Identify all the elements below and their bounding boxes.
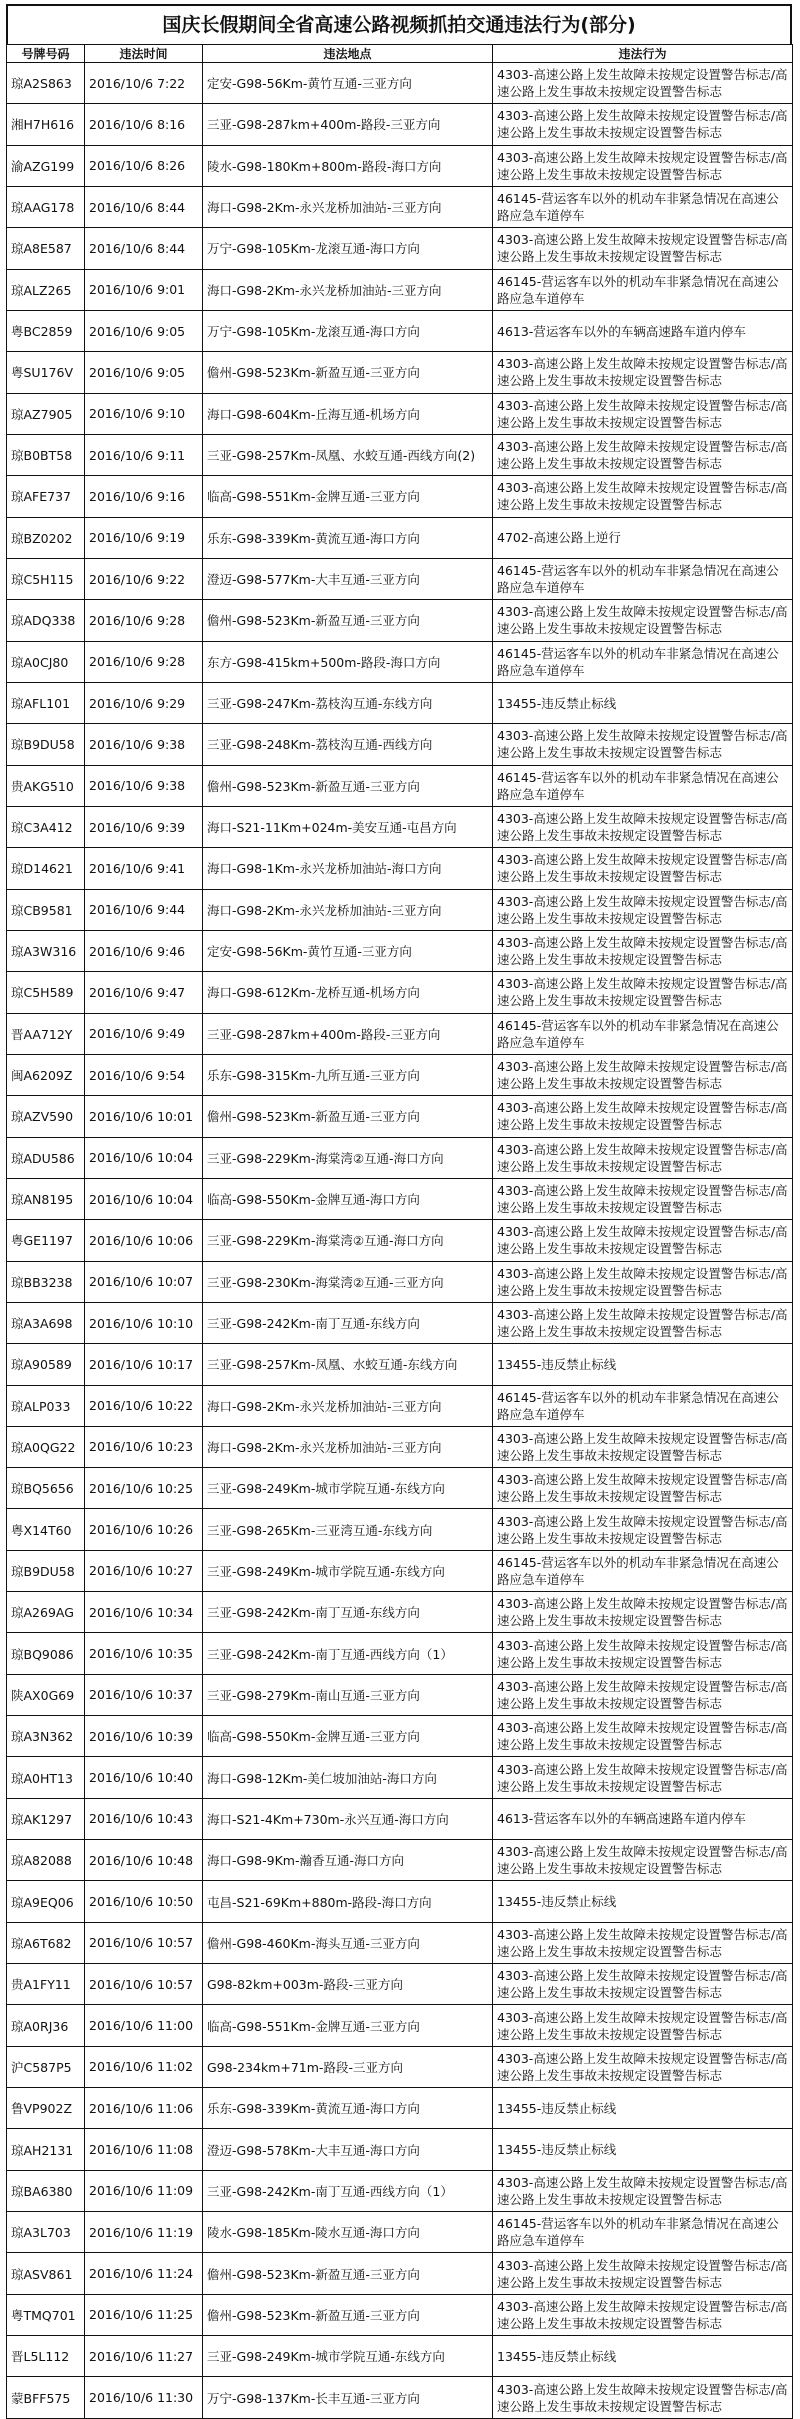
table-row: [7, 2336, 793, 2377]
location-cell: G98-234km+71m-路段-三亚方向: [203, 2046, 493, 2087]
location-cell: 三亚-G98-249Km-城市学院互通-东线方向: [203, 2336, 493, 2377]
violation-cell: 4303-高速公路上发生故障未按规定设置警告标志/高速公路上发生事故未按规定设置警告标志: [493, 930, 793, 971]
table-row: [7, 848, 793, 889]
plate-cell: 粤BC2859: [7, 310, 85, 351]
time-cell: 2016/10/6 8:16: [85, 104, 203, 145]
plate-cell: 陕AX0G69: [7, 1674, 85, 1715]
violation-cell: 4303-高速公路上发生故障未按规定设置警告标志/高速公路上发生事故未按规定设置警告标志: [493, 972, 793, 1013]
time-cell: 2016/10/6 9:38: [85, 765, 203, 806]
table-row: [7, 186, 793, 227]
table-row: [7, 2294, 793, 2335]
violation-cell: 13455-违反禁止标线: [493, 1881, 793, 1922]
time-cell: 2016/10/6 10:10: [85, 1302, 203, 1343]
location-cell: 儋州-G98-523Km-新盈互通-三亚方向: [203, 2294, 493, 2335]
time-cell: 2016/10/6 9:19: [85, 517, 203, 558]
table-row: [7, 1674, 793, 1715]
violation-cell: 4303-高速公路上发生故障未按规定设置警告标志/高速公路上发生事故未按规定设置警告标志: [493, 2253, 793, 2294]
plate-cell: 琼A0CJ80: [7, 641, 85, 682]
time-cell: 2016/10/6 10:50: [85, 1881, 203, 1922]
time-cell: 2016/10/6 10:07: [85, 1261, 203, 1302]
violation-cell: 4303-高速公路上发生故障未按规定设置警告标志/高速公路上发生事故未按规定设置警告标志: [493, 104, 793, 145]
plate-cell: 粤X14T60: [7, 1509, 85, 1550]
plate-cell: 琼AAG178: [7, 186, 85, 227]
location-cell: 海口-G98-2Km-永兴龙桥加油站-三亚方向: [203, 1385, 493, 1426]
violation-cell: 4303-高速公路上发生故障未按规定设置警告标志/高速公路上发生事故未按规定设置警告标志: [493, 63, 793, 104]
time-cell: 2016/10/6 11:06: [85, 2088, 203, 2129]
plate-cell: 晋AA712Y: [7, 1013, 85, 1054]
location-cell: 海口-G98-2Km-永兴龙桥加油站-三亚方向: [203, 889, 493, 930]
table-row: [7, 310, 793, 351]
time-cell: 2016/10/6 10:48: [85, 1840, 203, 1881]
plate-cell: 琼A3A698: [7, 1302, 85, 1343]
violation-cell: 4303-高速公路上发生故障未按规定设置警告标志/高速公路上发生事故未按规定设置警告标志: [493, 1220, 793, 1261]
plate-cell: 湘H7H616: [7, 104, 85, 145]
plate-cell: 琼C5H589: [7, 972, 85, 1013]
location-cell: 屯昌-S21-69Km+880m-路段-海口方向: [203, 1881, 493, 1922]
table-row: [7, 1633, 793, 1674]
table-row: [7, 2170, 793, 2211]
time-cell: 2016/10/6 9:29: [85, 682, 203, 723]
location-cell: 儋州-G98-523Km-新盈互通-三亚方向: [203, 2253, 493, 2294]
plate-cell: 晋L5L112: [7, 2336, 85, 2377]
plate-cell: 琼C5H115: [7, 558, 85, 599]
location-cell: 三亚-G98-287km+400m-路段-三亚方向: [203, 104, 493, 145]
time-cell: 2016/10/6 9:41: [85, 848, 203, 889]
location-cell: 三亚-G98-242Km-南丁互通-西线方向（1）: [203, 1633, 493, 1674]
plate-cell: 琼A269AG: [7, 1592, 85, 1633]
table-row: [7, 1964, 793, 2005]
violation-cell: 4613-营运客车以外的车辆高速路车道内停车: [493, 310, 793, 351]
location-cell: 乐东-G98-315Km-九所互通-三亚方向: [203, 1054, 493, 1095]
location-cell: 三亚-G98-242Km-南丁互通-东线方向: [203, 1302, 493, 1343]
location-cell: 三亚-G98-265Km-三亚湾互通-东线方向: [203, 1509, 493, 1550]
violation-cell: 46145-营运客车以外的机动车非紧急情况在高速公路应急车道停车: [493, 1550, 793, 1591]
location-cell: 海口-S21-11Km+024m-美安互通-屯昌方向: [203, 806, 493, 847]
violation-cell: 4303-高速公路上发生故障未按规定设置警告标志/高速公路上发生事故未按规定设置警告标志: [493, 1674, 793, 1715]
table-row: [7, 724, 793, 765]
plate-cell: 鲁VP902Z: [7, 2088, 85, 2129]
plate-cell: 贵AKG510: [7, 765, 85, 806]
violation-cell: 4303-高速公路上发生故障未按规定设置警告标志/高速公路上发生事故未按规定设置警告标志: [493, 145, 793, 186]
time-cell: 2016/10/6 9:49: [85, 1013, 203, 1054]
violation-cell: 4303-高速公路上发生故障未按规定设置警告标志/高速公路上发生事故未按规定设置警告标志: [493, 1054, 793, 1095]
location-cell: 三亚-G98-279Km-南山互通-三亚方向: [203, 1674, 493, 1715]
time-cell: 2016/10/6 10:57: [85, 1922, 203, 1963]
table-row: [7, 1798, 793, 1839]
table-row: [7, 765, 793, 806]
plate-cell: 琼AK1297: [7, 1798, 85, 1839]
violation-cell: 13455-违反禁止标线: [493, 2336, 793, 2377]
plate-cell: 琼A0RJ36: [7, 2005, 85, 2046]
violation-cell: 46145-营运客车以外的机动车非紧急情况在高速公路应急车道停车: [493, 1385, 793, 1426]
location-cell: 三亚-G98-248Km-荔枝沟互通-西线方向: [203, 724, 493, 765]
table-row: [7, 1840, 793, 1881]
table-row: [7, 1426, 793, 1467]
violation-cell: 4303-高速公路上发生故障未按规定设置警告标志/高速公路上发生事故未按规定设置警告标志: [493, 2046, 793, 2087]
table-row: [7, 558, 793, 599]
time-cell: 2016/10/6 9:47: [85, 972, 203, 1013]
plate-cell: 粤TMQ701: [7, 2294, 85, 2335]
time-cell: 2016/10/6 11:00: [85, 2005, 203, 2046]
plate-cell: 琼C3A412: [7, 806, 85, 847]
location-cell: 三亚-G98-249Km-城市学院互通-东线方向: [203, 1550, 493, 1591]
time-cell: 2016/10/6 9:16: [85, 476, 203, 517]
violation-cell: 4303-高速公路上发生故障未按规定设置警告标志/高速公路上发生事故未按规定设置警告标志: [493, 1757, 793, 1798]
time-cell: 2016/10/6 10:26: [85, 1509, 203, 1550]
table-row: [7, 600, 793, 641]
violation-cell: 13455-违反禁止标线: [493, 2129, 793, 2170]
location-cell: 万宁-G98-137Km-长丰互通-三亚方向: [203, 2377, 493, 2418]
time-cell: 2016/10/6 10:01: [85, 1096, 203, 1137]
table-row: [7, 2088, 793, 2129]
location-cell: 海口-G98-9Km-瀚香互通-海口方向: [203, 1840, 493, 1881]
violation-cell: 4303-高速公路上发生故障未按规定设置警告标志/高速公路上发生事故未按规定设置警告标志: [493, 476, 793, 517]
location-cell: 三亚-G98-229Km-海棠湾②互通-海口方向: [203, 1220, 493, 1261]
violation-cell: 4303-高速公路上发生故障未按规定设置警告标志/高速公路上发生事故未按规定设置警告标志: [493, 2005, 793, 2046]
plate-cell: 琼ASV861: [7, 2253, 85, 2294]
time-cell: 2016/10/6 10:39: [85, 1716, 203, 1757]
plate-cell: 琼A3L703: [7, 2212, 85, 2253]
plate-cell: 渝AZG199: [7, 145, 85, 186]
location-cell: 儋州-G98-460Km-海头互通-三亚方向: [203, 1922, 493, 1963]
time-cell: 2016/10/6 11:08: [85, 2129, 203, 2170]
time-cell: 2016/10/6 10:06: [85, 1220, 203, 1261]
location-cell: G98-82km+003m-路段-三亚方向: [203, 1964, 493, 2005]
time-cell: 2016/10/6 9:10: [85, 393, 203, 434]
time-cell: 2016/10/6 10:04: [85, 1137, 203, 1178]
location-cell: 乐东-G98-339Km-黄流互通-海口方向: [203, 2088, 493, 2129]
table-row: [7, 1509, 793, 1550]
table-row: [7, 806, 793, 847]
violation-cell: 46145-营运客车以外的机动车非紧急情况在高速公路应急车道停车: [493, 186, 793, 227]
location-cell: 东方-G98-415km+500m-路段-海口方向: [203, 641, 493, 682]
page-title: 国庆长假期间全省高速公路视频抓拍交通违法行为(部分): [6, 4, 792, 44]
table-row: [7, 1220, 793, 1261]
location-cell: 三亚-G98-249Km-城市学院互通-东线方向: [203, 1468, 493, 1509]
table-body: [7, 63, 793, 2419]
location-cell: 海口-G98-2Km-永兴龙桥加油站-三亚方向: [203, 186, 493, 227]
table-row: [7, 228, 793, 269]
table-row: [7, 517, 793, 558]
violation-cell: 4303-高速公路上发生故障未按规定设置警告标志/高速公路上发生事故未按规定设置警告标志: [493, 1426, 793, 1467]
violation-cell: 4303-高速公路上发生故障未按规定设置警告标志/高速公路上发生事故未按规定设置警告标志: [493, 1922, 793, 1963]
header-location: 违法地点: [203, 45, 493, 63]
table-row: [7, 393, 793, 434]
time-cell: 2016/10/6 11:30: [85, 2377, 203, 2418]
plate-cell: 沪C587P5: [7, 2046, 85, 2087]
header-violation: 违法行为: [493, 45, 793, 63]
header-row: [7, 45, 793, 63]
location-cell: 定安-G98-56Km-黄竹互通-三亚方向: [203, 930, 493, 971]
violation-cell: 4303-高速公路上发生故障未按规定设置警告标志/高速公路上发生事故未按规定设置警告标志: [493, 1302, 793, 1343]
table-row: [7, 63, 793, 104]
violation-cell: 46145-营运客车以外的机动车非紧急情况在高速公路应急车道停车: [493, 1013, 793, 1054]
table-row: [7, 930, 793, 971]
location-cell: 临高-G98-551Km-金牌互通-三亚方向: [203, 2005, 493, 2046]
time-cell: 2016/10/6 11:24: [85, 2253, 203, 2294]
plate-cell: 琼D14621: [7, 848, 85, 889]
time-cell: 2016/10/6 9:28: [85, 600, 203, 641]
table-row: [7, 2129, 793, 2170]
time-cell: 2016/10/6 8:26: [85, 145, 203, 186]
location-cell: 三亚-G98-287km+400m-路段-三亚方向: [203, 1013, 493, 1054]
table-row: [7, 972, 793, 1013]
location-cell: 海口-G98-2Km-永兴龙桥加油站-三亚方向: [203, 1426, 493, 1467]
time-cell: 2016/10/6 11:09: [85, 2170, 203, 2211]
table-row: [7, 2253, 793, 2294]
plate-cell: 粤SU176V: [7, 352, 85, 393]
location-cell: 乐东-G98-339Km-黄流互通-海口方向: [203, 517, 493, 558]
table-row: [7, 1550, 793, 1591]
time-cell: 2016/10/6 9:28: [85, 641, 203, 682]
table-row: [7, 352, 793, 393]
plate-cell: 琼AZV590: [7, 1096, 85, 1137]
location-cell: 临高-G98-550Km-金牌互通-海口方向: [203, 1178, 493, 1219]
time-cell: 2016/10/6 10:40: [85, 1757, 203, 1798]
location-cell: 澄迈-G98-578Km-大丰互通-海口方向: [203, 2129, 493, 2170]
table-row: [7, 476, 793, 517]
header-plate: 号牌号码: [7, 45, 85, 63]
table-row: [7, 1344, 793, 1385]
violation-cell: 4303-高速公路上发生故障未按规定设置警告标志/高速公路上发生事故未按规定设置警告标志: [493, 848, 793, 889]
violation-cell: 4303-高速公路上发生故障未按规定设置警告标志/高速公路上发生事故未按规定设置警告标志: [493, 889, 793, 930]
violation-cell: 4303-高速公路上发生故障未按规定设置警告标志/高速公路上发生事故未按规定设置警告标志: [493, 1964, 793, 2005]
plate-cell: 琼B9DU58: [7, 1550, 85, 1591]
location-cell: 海口-S21-4Km+730m-永兴互通-海口方向: [203, 1798, 493, 1839]
location-cell: 海口-G98-1Km-永兴龙桥加油站-海口方向: [203, 848, 493, 889]
plate-cell: 琼AZ7905: [7, 393, 85, 434]
time-cell: 2016/10/6 8:44: [85, 186, 203, 227]
violation-cell: 46145-营运客车以外的机动车非紧急情况在高速公路应急车道停车: [493, 269, 793, 310]
violation-cell: 4303-高速公路上发生故障未按规定设置警告标志/高速公路上发生事故未按规定设置警告标志: [493, 600, 793, 641]
time-cell: 2016/10/6 9:38: [85, 724, 203, 765]
violation-cell: 4303-高速公路上发生故障未按规定设置警告标志/高速公路上发生事故未按规定设置警告标志: [493, 1178, 793, 1219]
time-cell: 2016/10/6 10:37: [85, 1674, 203, 1715]
location-cell: 三亚-G98-229Km-海棠湾②互通-海口方向: [203, 1137, 493, 1178]
table-row: [7, 2005, 793, 2046]
violation-cell: 4303-高速公路上发生故障未按规定设置警告标志/高速公路上发生事故未按规定设置警告标志: [493, 1592, 793, 1633]
time-cell: 2016/10/6 11:02: [85, 2046, 203, 2087]
plate-cell: 琼CB9581: [7, 889, 85, 930]
table-row: [7, 104, 793, 145]
plate-cell: 贵A1FY11: [7, 1964, 85, 2005]
violation-cell: 4303-高速公路上发生故障未按规定设置警告标志/高速公路上发生事故未按规定设置警告标志: [493, 1509, 793, 1550]
table-row: [7, 1757, 793, 1798]
time-cell: 2016/10/6 10:25: [85, 1468, 203, 1509]
plate-cell: 琼BZ0202: [7, 517, 85, 558]
violation-cell: 4303-高速公路上发生故障未按规定设置警告标志/高速公路上发生事故未按规定设置警告标志: [493, 2294, 793, 2335]
table-row: [7, 2212, 793, 2253]
table-row: [7, 1385, 793, 1426]
location-cell: 海口-G98-2Km-永兴龙桥加油站-三亚方向: [203, 269, 493, 310]
violation-cell: 13455-违反禁止标线: [493, 682, 793, 723]
plate-cell: 琼BQ5656: [7, 1468, 85, 1509]
table-row: [7, 1096, 793, 1137]
violation-cell: 4303-高速公路上发生故障未按规定设置警告标志/高速公路上发生事故未按规定设置警告标志: [493, 1716, 793, 1757]
time-cell: 2016/10/6 9:11: [85, 434, 203, 475]
plate-cell: 琼ALP033: [7, 1385, 85, 1426]
table-row: [7, 1716, 793, 1757]
location-cell: 临高-G98-551Km-金牌互通-三亚方向: [203, 476, 493, 517]
time-cell: 2016/10/6 9:44: [85, 889, 203, 930]
violation-cell: 4303-高速公路上发生故障未按规定设置警告标志/高速公路上发生事故未按规定设置警告标志: [493, 1840, 793, 1881]
time-cell: 2016/10/6 10:23: [85, 1426, 203, 1467]
violation-cell: 4613-营运客车以外的车辆高速路车道内停车: [493, 1798, 793, 1839]
location-cell: 临高-G98-550Km-金牌互通-三亚方向: [203, 1716, 493, 1757]
time-cell: 2016/10/6 8:44: [85, 228, 203, 269]
plate-cell: 琼A3W316: [7, 930, 85, 971]
time-cell: 2016/10/6 10:35: [85, 1633, 203, 1674]
location-cell: 定安-G98-56Km-黄竹互通-三亚方向: [203, 63, 493, 104]
table-row: [7, 1302, 793, 1343]
time-cell: 2016/10/6 11:25: [85, 2294, 203, 2335]
location-cell: 海口-G98-12Km-美仁坡加油站-海口方向: [203, 1757, 493, 1798]
time-cell: 2016/10/6 9:54: [85, 1054, 203, 1095]
location-cell: 儋州-G98-523Km-新盈互通-三亚方向: [203, 765, 493, 806]
time-cell: 2016/10/6 10:57: [85, 1964, 203, 2005]
plate-cell: 琼A6T682: [7, 1922, 85, 1963]
violation-cell: 4303-高速公路上发生故障未按规定设置警告标志/高速公路上发生事故未按规定设置警告标志: [493, 1261, 793, 1302]
violation-cell: 46145-营运客车以外的机动车非紧急情况在高速公路应急车道停车: [493, 558, 793, 599]
table-row: [7, 1261, 793, 1302]
location-cell: 三亚-G98-257Km-凤凰、水蛟互通-西线方向(2): [203, 434, 493, 475]
location-cell: 三亚-G98-247Km-荔枝沟互通-东线方向: [203, 682, 493, 723]
location-cell: 万宁-G98-105Km-龙滚互通-海口方向: [203, 228, 493, 269]
table-row: [7, 1592, 793, 1633]
violation-cell: 4303-高速公路上发生故障未按规定设置警告标志/高速公路上发生事故未按规定设置警告标志: [493, 352, 793, 393]
plate-cell: 琼BQ9086: [7, 1633, 85, 1674]
location-cell: 三亚-G98-242Km-南丁互通-西线方向（1）: [203, 2170, 493, 2211]
table-row: [7, 1013, 793, 1054]
table-row: [7, 434, 793, 475]
table-row: [7, 269, 793, 310]
violation-cell: 13455-违反禁止标线: [493, 2088, 793, 2129]
location-cell: 儋州-G98-523Km-新盈互通-三亚方向: [203, 600, 493, 641]
violation-cell: 46145-营运客车以外的机动车非紧急情况在高速公路应急车道停车: [493, 641, 793, 682]
table-row: [7, 1137, 793, 1178]
violations-sheet: [6, 4, 792, 2419]
table-row: [7, 1468, 793, 1509]
table-row: [7, 2377, 793, 2418]
time-cell: 2016/10/6 10:17: [85, 1344, 203, 1385]
table-row: [7, 145, 793, 186]
time-cell: 2016/10/6 10:22: [85, 1385, 203, 1426]
location-cell: 陵水-G98-180Km+800m-路段-海口方向: [203, 145, 493, 186]
time-cell: 2016/10/6 9:01: [85, 269, 203, 310]
plate-cell: 粤GE1197: [7, 1220, 85, 1261]
location-cell: 海口-G98-604Km-丘海互通-机场方向: [203, 393, 493, 434]
time-cell: 2016/10/6 10:34: [85, 1592, 203, 1633]
time-cell: 2016/10/6 10:43: [85, 1798, 203, 1839]
plate-cell: 琼BA6380: [7, 2170, 85, 2211]
plate-cell: 琼A0QG22: [7, 1426, 85, 1467]
violation-cell: 46145-营运客车以外的机动车非紧急情况在高速公路应急车道停车: [493, 2212, 793, 2253]
violation-cell: 4303-高速公路上发生故障未按规定设置警告标志/高速公路上发生事故未按规定设置警告标志: [493, 1468, 793, 1509]
plate-cell: 琼AH2131: [7, 2129, 85, 2170]
plate-cell: 琼A90589: [7, 1344, 85, 1385]
time-cell: 2016/10/6 9:05: [85, 352, 203, 393]
plate-cell: 琼A9EQ06: [7, 1881, 85, 1922]
plate-cell: 琼A8E587: [7, 228, 85, 269]
time-cell: 2016/10/6 9:22: [85, 558, 203, 599]
plate-cell: 琼A2S863: [7, 63, 85, 104]
plate-cell: 琼ALZ265: [7, 269, 85, 310]
time-cell: 2016/10/6 11:27: [85, 2336, 203, 2377]
violation-cell: 4303-高速公路上发生故障未按规定设置警告标志/高速公路上发生事故未按规定设置警告标志: [493, 806, 793, 847]
time-cell: 2016/10/6 10:27: [85, 1550, 203, 1591]
violation-cell: 4303-高速公路上发生故障未按规定设置警告标志/高速公路上发生事故未按规定设置警告标志: [493, 434, 793, 475]
time-cell: 2016/10/6 9:39: [85, 806, 203, 847]
time-cell: 2016/10/6 9:46: [85, 930, 203, 971]
time-cell: 2016/10/6 7:22: [85, 63, 203, 104]
violation-cell: 13455-违反禁止标线: [493, 1344, 793, 1385]
violation-cell: 4303-高速公路上发生故障未按规定设置警告标志/高速公路上发生事故未按规定设置警告标志: [493, 1096, 793, 1137]
plate-cell: 琼B0BT58: [7, 434, 85, 475]
table-row: [7, 2046, 793, 2087]
violation-cell: 4303-高速公路上发生故障未按规定设置警告标志/高速公路上发生事故未按规定设置警告标志: [493, 1633, 793, 1674]
plate-cell: 琼ADU586: [7, 1137, 85, 1178]
plate-cell: 琼ADQ338: [7, 600, 85, 641]
location-cell: 海口-G98-612Km-龙桥互通-机场方向: [203, 972, 493, 1013]
location-cell: 三亚-G98-242Km-南丁互通-东线方向: [203, 1592, 493, 1633]
location-cell: 三亚-G98-257Km-凤凰、水蛟互通-东线方向: [203, 1344, 493, 1385]
location-cell: 澄迈-G98-577Km-大丰互通-三亚方向: [203, 558, 493, 599]
location-cell: 三亚-G98-230Km-海棠湾②互通-三亚方向: [203, 1261, 493, 1302]
location-cell: 儋州-G98-523Km-新盈互通-三亚方向: [203, 1096, 493, 1137]
table-row: [7, 1054, 793, 1095]
violation-cell: 4303-高速公路上发生故障未按规定设置警告标志/高速公路上发生事故未按规定设置警告标志: [493, 393, 793, 434]
violation-cell: 4303-高速公路上发生故障未按规定设置警告标志/高速公路上发生事故未按规定设置警告标志: [493, 724, 793, 765]
violation-cell: 4303-高速公路上发生故障未按规定设置警告标志/高速公路上发生事故未按规定设置警告标志: [493, 2170, 793, 2211]
violation-cell: 4702-高速公路上逆行: [493, 517, 793, 558]
violations-table: [6, 44, 793, 2419]
plate-cell: 琼B9DU58: [7, 724, 85, 765]
location-cell: 儋州-G98-523Km-新盈互通-三亚方向: [203, 352, 493, 393]
plate-cell: 蒙BFF575: [7, 2377, 85, 2418]
location-cell: 万宁-G98-105Km-龙滚互通-海口方向: [203, 310, 493, 351]
table-row: [7, 889, 793, 930]
violation-cell: 46145-营运客车以外的机动车非紧急情况在高速公路应急车道停车: [493, 765, 793, 806]
plate-cell: 琼AFE737: [7, 476, 85, 517]
time-cell: 2016/10/6 11:19: [85, 2212, 203, 2253]
plate-cell: 琼AN8195: [7, 1178, 85, 1219]
violation-cell: 4303-高速公路上发生故障未按规定设置警告标志/高速公路上发生事故未按规定设置警告标志: [493, 2377, 793, 2418]
plate-cell: 琼A0HT13: [7, 1757, 85, 1798]
plate-cell: 闽A6209Z: [7, 1054, 85, 1095]
violation-cell: 4303-高速公路上发生故障未按规定设置警告标志/高速公路上发生事故未按规定设置警告标志: [493, 228, 793, 269]
table-row: [7, 1922, 793, 1963]
table-row: [7, 1881, 793, 1922]
plate-cell: 琼A82088: [7, 1840, 85, 1881]
table-row: [7, 641, 793, 682]
time-cell: 2016/10/6 9:05: [85, 310, 203, 351]
plate-cell: 琼BB3238: [7, 1261, 85, 1302]
plate-cell: 琼A3N362: [7, 1716, 85, 1757]
location-cell: 陵水-G98-185Km-陵水互通-海口方向: [203, 2212, 493, 2253]
table-row: [7, 682, 793, 723]
plate-cell: 琼AFL101: [7, 682, 85, 723]
table-row: [7, 1178, 793, 1219]
violation-cell: 4303-高速公路上发生故障未按规定设置警告标志/高速公路上发生事故未按规定设置警告标志: [493, 1137, 793, 1178]
header-time: 违法时间: [85, 45, 203, 63]
time-cell: 2016/10/6 10:04: [85, 1178, 203, 1219]
